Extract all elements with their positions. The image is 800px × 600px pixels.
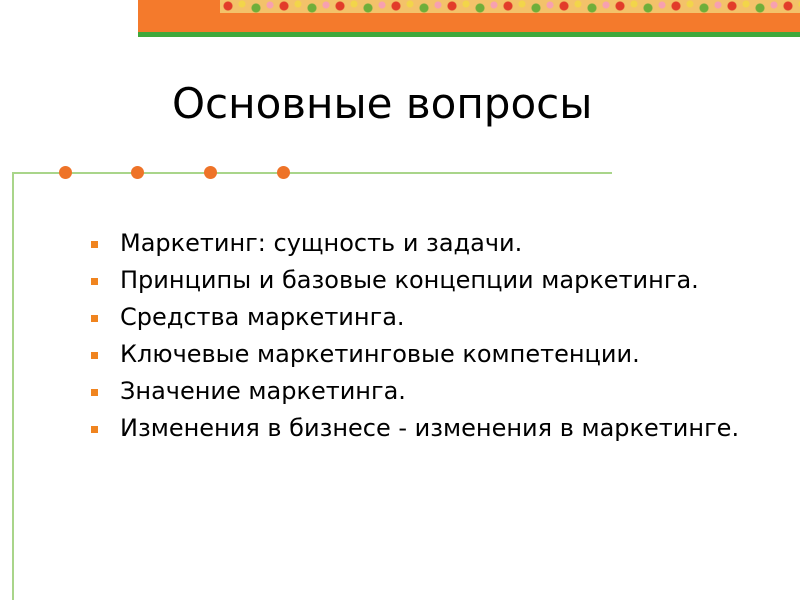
top-banner	[138, 0, 800, 32]
bullet-text: Принципы и базовые концепции маркетинга.	[120, 266, 699, 294]
orange-dot-icon	[59, 166, 72, 179]
bullet-item	[88, 413, 748, 443]
square-bullet-icon	[91, 241, 98, 248]
title-divider-line	[12, 172, 612, 174]
left-border-line	[12, 172, 14, 600]
orange-dot-icon	[131, 166, 144, 179]
bullet-item	[88, 376, 748, 406]
square-bullet-icon	[91, 315, 98, 322]
bullet-text: Средства маркетинга.	[120, 303, 405, 331]
square-bullet-icon	[91, 352, 98, 359]
square-bullet-icon	[91, 278, 98, 285]
bullet-item	[88, 228, 748, 258]
floral-decoration	[220, 0, 800, 13]
bullet-text: Значение маркетинга.	[120, 377, 406, 405]
bullet-list	[88, 228, 748, 450]
banner-green-rule	[138, 32, 800, 37]
slide-title: Основные вопросы	[172, 79, 593, 128]
orange-dot-icon	[204, 166, 217, 179]
orange-dot-icon	[277, 166, 290, 179]
bullet-item	[88, 302, 748, 332]
bullet-item	[88, 339, 748, 369]
square-bullet-icon	[91, 426, 98, 433]
bullet-item	[88, 265, 748, 295]
square-bullet-icon	[91, 389, 98, 396]
bullet-text: Маркетинг: сущность и задачи.	[120, 229, 523, 257]
bullet-text: Изменения в бизнесе - изменения в маркетинге.	[120, 414, 740, 442]
bullet-text: Ключевые маркетинговые компетенции.	[120, 340, 640, 368]
